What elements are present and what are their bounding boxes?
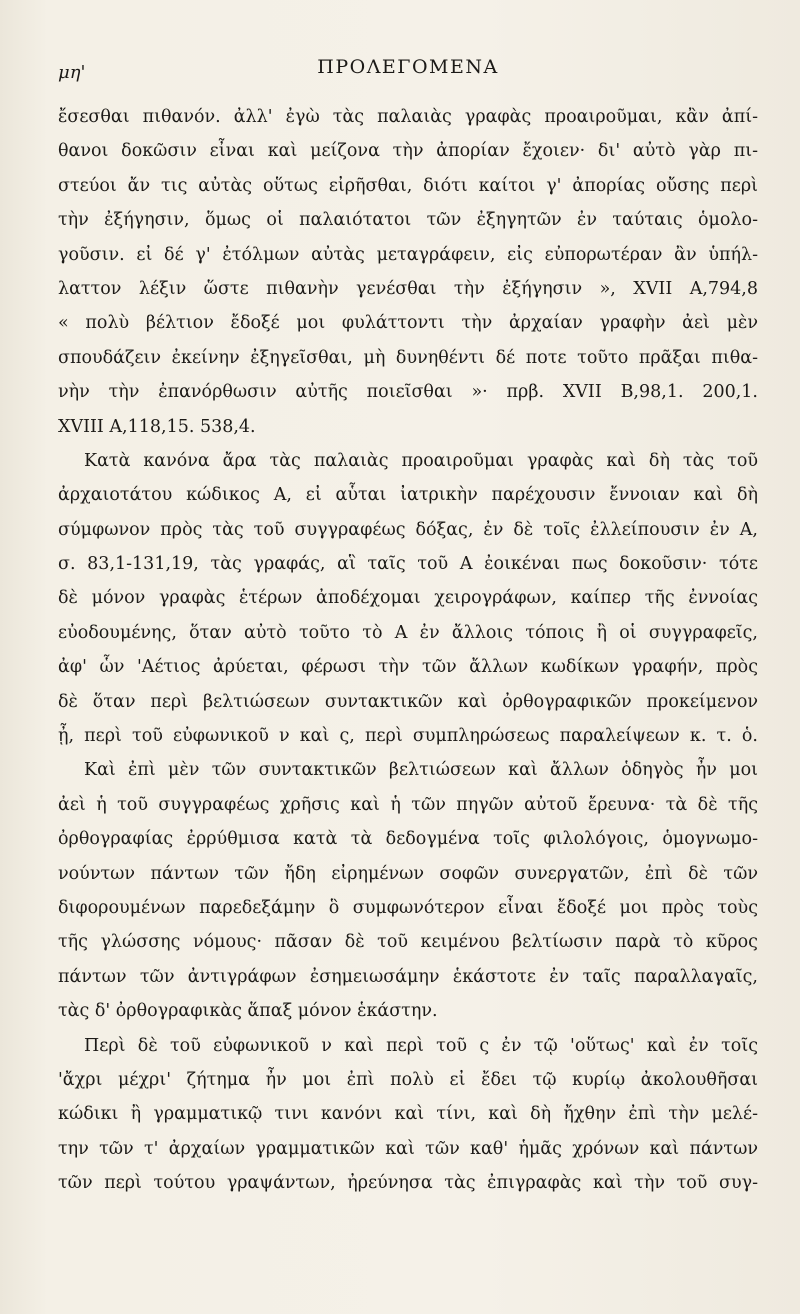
text-line: τὴν ἐξήγησιν, ὅμως οἱ παλαιότατοι τῶν ἐξηγητῶν ἐν ταύταις ὁμολο-: [58, 210, 758, 231]
text-line: πάντων τῶν ἀντιγράφων ἐσημειωσάμην ἑκάστοτε ἐν ταῖς παραλλαγαῖς,: [58, 966, 758, 987]
text-line: εὐοδουμένης, ὅταν αὐτὸ τοῦτο τὸ A ἐν ἄλλοις τόποις ἢ οἱ συγγραφεῖς,: [58, 622, 758, 643]
text-line: ἀφ' ὧν 'Αέτιος ἀρύεται, φέρωσι τὴν τῶν ἄλλων κωδίκων γραφήν, πρὸς: [58, 657, 758, 678]
paragraph-start-line: Περὶ δὲ τοῦ εὐφωνικοῦ ν καὶ περὶ τοῦ ς ἐν τῷ 'οὕτως' καὶ ἐν τοῖς: [84, 1035, 758, 1056]
text-line: ἀρχαιοτάτου κώδικος A, εἰ αὗται ἰατρικὴν παρέχουσιν ἔννοιαν καὶ δὴ: [58, 485, 758, 506]
text-line: στεύοι ἄν τις αὐτὰς οὕτως εἰρῆσθαι, διότι καίτοι γ' ἀπορίας οὔσης περὶ: [58, 175, 758, 196]
body-text: [58, 100, 758, 1201]
text-line: νούντων πάντων τῶν ἤδη εἰρημένων σοφῶν συνεργατῶν, ἐπὶ δὲ τῶν: [58, 863, 758, 884]
page-header: [58, 56, 758, 86]
text-line: κώδικι ἢ γραμματικῷ τινι κανόνι καὶ τίνι, καὶ δὴ ἤχθην ἐπὶ τὴν μελέ-: [58, 1104, 758, 1125]
text-line: 'ἄχρι μέχρι' ζήτημα ἦν μοι ἐπὶ πολὺ εἰ ἔδει τῷ κυρίῳ ἀκολουθῆσαι: [58, 1069, 758, 1090]
text-line: σύμφωνον πρὸς τὰς τοῦ συγγραφέως δόξας, ἐν δὲ τοῖς ἐλλείπουσιν ἐν A,: [58, 519, 758, 540]
text-line: δὲ μόνον γραφὰς ἑτέρων ἀποδέχομαι χειρογράφων, καίπερ τῆς ἐννοίας: [58, 588, 758, 609]
text-line: ᾖ, περὶ τοῦ εὐφωνικοῦ ν καὶ ς, περὶ συμπληρώσεως παραλείψεων κ. τ. ὁ.: [58, 726, 758, 747]
text-line: XVIII A,118,15. 538,4.: [58, 416, 256, 437]
text-line: τὰς δ' ὀρθογραφικὰς ἅπαξ μόνον ἑκάστην.: [58, 1001, 438, 1022]
paragraph-start-line: Καὶ ἐπὶ μὲν τῶν συντακτικῶν βελτιώσεων καὶ ἄλλων ὁδηγὸς ἦν μοι: [84, 760, 758, 781]
text-line: νὴν τὴν ἐπανόρθωσιν αὐτῆς ποιεῖσθαι »· πρβ. XVII B,98,1. 200,1.: [58, 382, 758, 403]
running-title: ΠΡΟΛΕΓΟΜΕΝΑ: [317, 56, 499, 78]
text-line: λαττον λέξιν ὥστε πιθανὴν γενέσθαι τὴν ἐξήγησιν », XVII A,794,8: [58, 278, 758, 299]
text-line: σ. 83,1-131,19, τὰς γραφάς, αἳ ταῖς τοῦ A ἐοικέναι πως δοκοῦσιν· τότε: [58, 554, 758, 575]
text-line: ἔσεσθαι πιθανόν. ἀλλ' ἐγὼ τὰς παλαιὰς γραφὰς προαιροῦμαι, κἂν ἀπί-: [58, 107, 758, 127]
text-line: τῆς γλώσσης νόμους· πᾶσαν δὲ τοῦ κειμένου βελτίωσιν παρὰ τὸ κῦρος: [58, 932, 758, 953]
text-line: σπουδάζειν ἐκείνην ἐξηγεῖσθαι, μὴ δυνηθέντι δέ ποτε τοῦτο πρᾶξαι πιθα-: [58, 347, 758, 368]
text-line: τῶν περὶ τούτου γραψάντων, ἠρεύνησα τὰς ἐπιγραφὰς καὶ τὴν τοῦ συγ-: [58, 1173, 758, 1194]
text-line: ὀρθογραφίας ἐρρύθμισα κατὰ τὰ δεδογμένα τοῖς φιλολόγοις, ὁμογνωμο-: [58, 829, 758, 850]
text-line: γοῦσιν. εἰ δέ γ' ἐτόλμων αὐτὰς μεταγράφειν, εἰς εὐπορωτέραν ἂν ὑπήλ-: [58, 244, 758, 265]
text-line: δὲ ὅταν περὶ βελτιώσεων συντακτικῶν καὶ ὀρθογραφικῶν προκείμενον: [58, 691, 758, 712]
text-line: θανοι δοκῶσιν εἶναι καὶ μείζονα τὴν ἀπορίαν ἔχοιεν· δι' αὐτὸ γὰρ πι-: [58, 141, 758, 162]
paragraph-start-line: Κατὰ κανόνα ἄρα τὰς παλαιὰς προαιροῦμαι γραφὰς καὶ δὴ τὰς τοῦ: [84, 450, 758, 471]
text-line: την τῶν τ' ἀρχαίων γραμματικῶν καὶ τῶν καθ' ἡμᾶς χρόνων καὶ πάντων: [58, 1138, 758, 1159]
text-line: ἀεὶ ἡ τοῦ συγγραφέως χρῆσις καὶ ἡ τῶν πηγῶν αὐτοῦ ἔρευνα· τὰ δὲ τῆς: [58, 794, 758, 815]
text-line: διφορουμένων παρεδεξάμην ὃ συμφωνότερον εἶναι ἔδοξέ μοι πρὸς τοὺς: [58, 897, 758, 918]
text-line: « πολὺ βέλτιον ἔδοξέ μοι φυλάττοντι τὴν ἀρχαίαν γραφὴν ἀεὶ μὲν: [58, 313, 758, 334]
page-number: μη': [58, 62, 86, 83]
